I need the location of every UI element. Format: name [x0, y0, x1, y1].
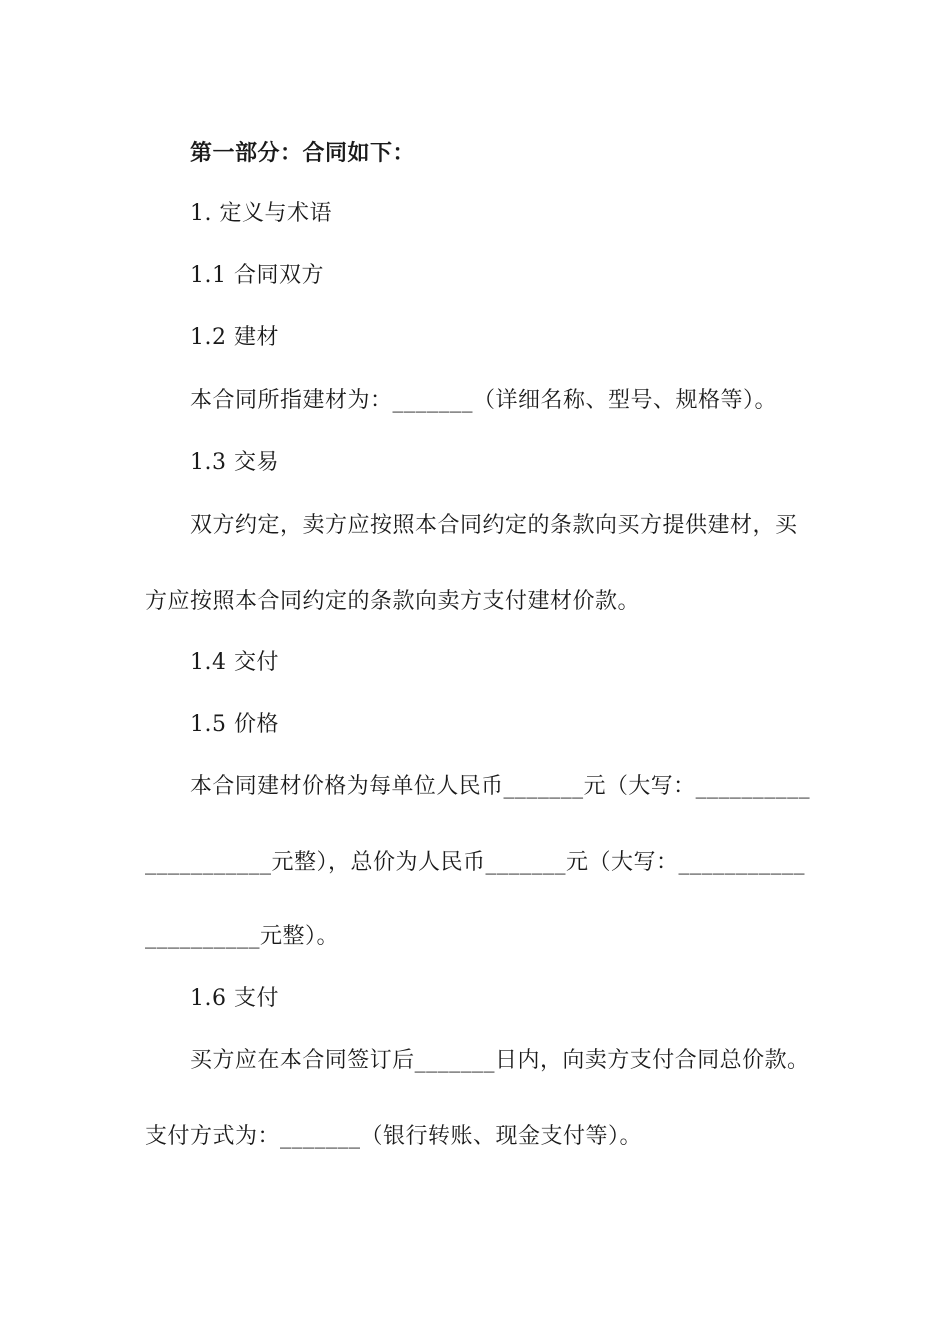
clause-1-3-title: 1.3 交易 [190, 450, 279, 475]
price-paragraph-line-3: __________元整）。 [145, 924, 340, 949]
clause-1-5-title: 1.5 价格 [190, 712, 279, 737]
clause-1-6-title: 1.6 支付 [190, 986, 279, 1011]
price-paragraph-line-1: 本合同建材价格为每单位人民币_______元（大写：__________ [190, 774, 811, 799]
clause-1-title: 1. 定义与术语 [190, 201, 332, 226]
clause-1-1-title: 1.1 合同双方 [190, 263, 324, 288]
payment-paragraph-line-2: 支付方式为：_______（银行转账、现金支付等）。 [145, 1124, 643, 1149]
material-paragraph: 本合同所指建材为：_______（详细名称、型号、规格等）。 [190, 388, 778, 413]
trade-paragraph-line-2: 方应按照本合同约定的条款向卖方支付建材价款。 [145, 589, 641, 614]
payment-paragraph-line-1: 买方应在本合同签订后_______日内，向卖方支付合同总价款。 [190, 1048, 810, 1073]
clause-1-2-title: 1.2 建材 [190, 325, 279, 350]
clause-1-4-title: 1.4 交付 [190, 650, 279, 675]
trade-paragraph-line-1: 双方约定，卖方应按照本合同约定的条款向买方提供建材，买 [190, 513, 798, 538]
price-paragraph-line-2: ___________元整），总价为人民币_______元（大写：___________ [145, 850, 806, 875]
section-heading: 第一部分：合同如下： [190, 140, 416, 166]
